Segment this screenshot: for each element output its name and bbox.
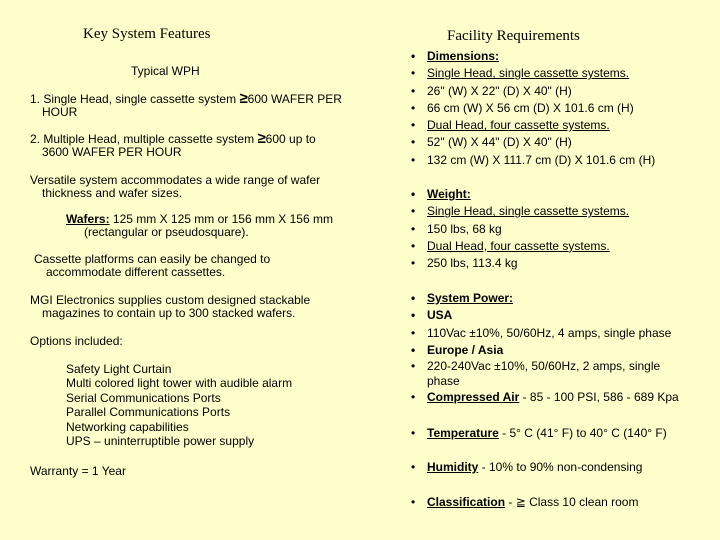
dimensions-item: • 52" (W) X 44" (D) X 40" (H): [411, 134, 711, 151]
option-item: Serial Communications Ports: [66, 390, 221, 405]
feature-item-1-cont: HOUR: [42, 105, 78, 119]
option-item: Safety Light Curtain: [66, 362, 172, 376]
power-europe-label: • Europe / Asia: [411, 342, 711, 359]
right-title: Facility Requirements: [447, 28, 580, 44]
classification-value: - ≧ Class 10 clean room: [505, 495, 639, 509]
feature-item-1-rest: 600 WAFER PER: [247, 92, 342, 106]
temperature-label: Temperature: [427, 426, 499, 440]
feature-item-1: [30, 92, 370, 119]
wafers-line-1: 125 mm X 125 mm or 156 mm X 156 mm: [109, 212, 333, 226]
wafers-label: Wafers:: [66, 212, 110, 226]
compressed-air-label: Compressed Air: [427, 390, 520, 405]
power-europe-spec-1: 220-240Vac ±10%, 50/60Hz, 2 amps, single: [427, 359, 661, 374]
humidity-list: [411, 459, 711, 476]
feature-item-2: [30, 132, 370, 159]
weight-item: • Single Head, single cassette systems.: [411, 203, 711, 220]
versatile-line-1: Versatile system accommodates a wide range of wafer: [30, 173, 321, 187]
classification-list: [411, 494, 711, 511]
feature-item-2-rest: 600 up to: [265, 132, 316, 146]
option-item: Networking capabilities: [66, 419, 189, 434]
power-europe-spec-2: phase: [427, 374, 460, 389]
weight-item: • 250 lbs, 113.4 kg: [411, 255, 711, 272]
versatile-text: [30, 174, 370, 200]
dimensions-item: • 66 cm (W) X 56 cm (D) X 101.6 cm (H): [411, 100, 711, 117]
weight-list: [411, 186, 711, 272]
classification-item: [411, 494, 711, 511]
power-heading: • System Power:: [411, 290, 711, 307]
dimensions-item: • Single Head, single cassette systems.: [411, 65, 711, 82]
power-list: [411, 290, 711, 406]
dimensions-list: [411, 48, 711, 169]
options-label: Options included:: [30, 334, 123, 348]
mgi-line-1: MGI Electronics supplies custom designed stackable: [30, 293, 311, 307]
humidity-value: - 10% to 90% non-condensing: [478, 460, 643, 474]
cassette-line-2: accommodate different cassettes.: [46, 265, 226, 279]
weight-heading: • Weight:: [411, 186, 711, 203]
option-item: Parallel Communications Ports: [66, 405, 231, 420]
wafers-text: [66, 213, 366, 239]
power-usa-label: • USA: [411, 307, 711, 324]
compressed-air-item: [411, 389, 711, 406]
geq-symbol: ≥: [257, 130, 266, 147]
dimensions-heading: • Dimensions:: [411, 48, 711, 65]
cassette-line-1: Cassette platforms can easily be changed to: [34, 252, 271, 266]
feature-item-2-cont: 3600 WAFER PER HOUR: [42, 145, 182, 159]
temperature-value: - 5° C (41° F) to 40° C (140° F): [498, 426, 667, 440]
temperature-item: [411, 425, 711, 442]
power-usa-spec: • 110Vac ±10%, 50/60Hz, 4 amps, single phase: [411, 325, 711, 342]
dimensions-item: • 26" (W) X 22" (D) X 40" (H): [411, 83, 711, 100]
cassette-text: [34, 253, 354, 279]
dimensions-item: • 132 cm (W) X 111.7 cm (D) X 101.6 cm (H): [411, 152, 711, 169]
classification-label: Classification: [427, 495, 506, 509]
left-title: Key System Features: [83, 26, 211, 42]
compressed-air-value: - 85 - 100 PSI, 586 - 689 Kpa: [519, 390, 679, 405]
mgi-line-2: magazines to contain up to 300 stacked wafers.: [42, 306, 296, 320]
weight-item: • Dual Head, four cassette systems.: [411, 238, 711, 255]
humidity-label: Humidity: [427, 460, 479, 474]
feature-item-1-prefix: 1. Single Head, single cassette system: [30, 92, 240, 106]
typical-wph-label: Typical WPH: [131, 64, 200, 78]
temperature-list: [411, 425, 711, 442]
wafers-line-2: (rectangular or pseudosquare).: [84, 225, 249, 239]
power-europe-spec: [411, 359, 711, 389]
mgi-text: [30, 294, 370, 320]
option-item: Multi colored light tower with audible alarm: [66, 376, 293, 391]
versatile-line-2: thickness and wafer sizes.: [42, 186, 183, 200]
warranty-text: Warranty = 1 Year: [30, 464, 126, 478]
option-item: UPS – uninterruptible power supply: [66, 434, 255, 449]
dimensions-item: • Dual Head, four cassette systems.: [411, 117, 711, 134]
weight-item: • 150 lbs, 68 kg: [411, 221, 711, 238]
options-list: [66, 362, 292, 448]
feature-item-2-prefix: 2. Multiple Head, multiple cassette system: [30, 132, 258, 146]
humidity-item: [411, 459, 711, 476]
geq-symbol: ≥: [239, 90, 248, 107]
